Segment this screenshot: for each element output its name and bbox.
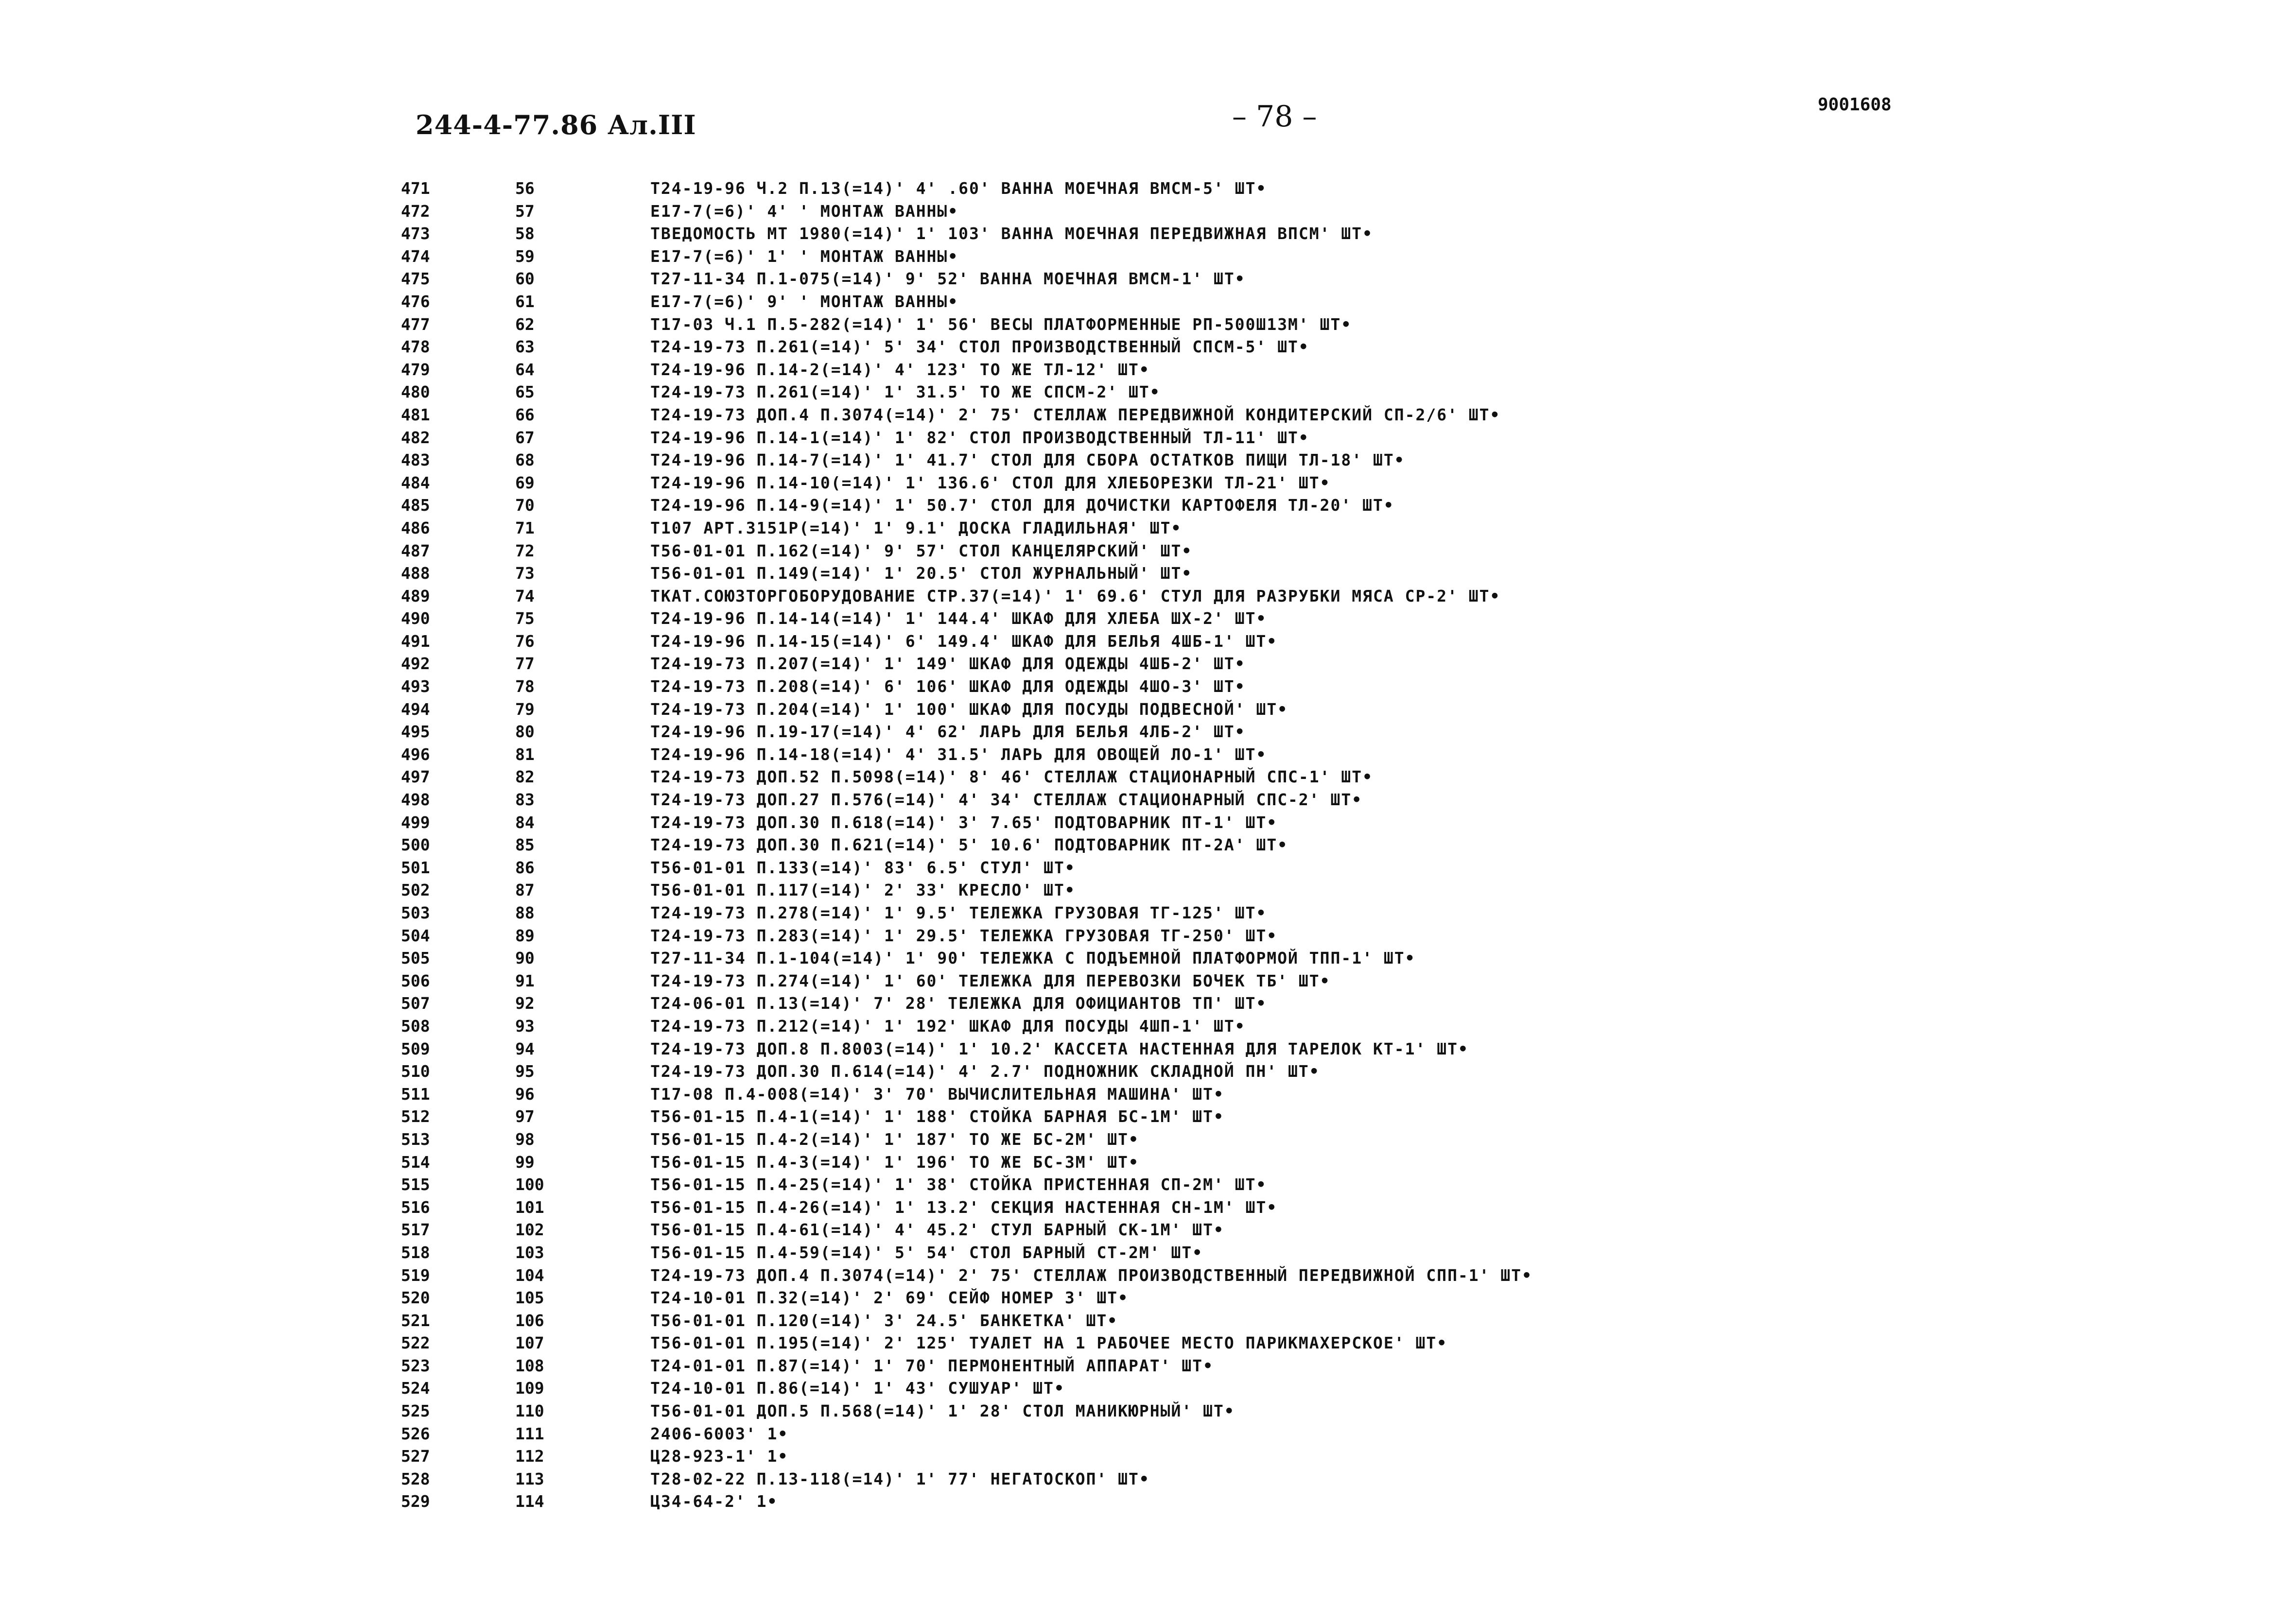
table-row bbox=[0, 1196, 2296, 1219]
table-row bbox=[0, 1287, 2296, 1310]
item-text: Т24-19-73 ДОП.30 П.618(=14)' 3' 7.65' ПОДТОВАРНИК ПТ-1' ШТ• bbox=[650, 812, 1278, 832]
table-row bbox=[0, 630, 2296, 653]
line-number: 485 bbox=[401, 496, 430, 515]
item-text: Т56-01-01 П.117(=14)' 2' 33' КРЕСЛО' ШТ• bbox=[650, 881, 1076, 900]
item-number: 92 bbox=[515, 994, 535, 1013]
item-number: 87 bbox=[515, 881, 535, 900]
item-text: Т24-19-73 П.204(=14)' 1' 100' ШКАФ ДЛЯ ПОСУДЫ ПОДВЕСНОЙ' ШТ• bbox=[650, 699, 1288, 719]
line-number: 507 bbox=[401, 994, 430, 1013]
item-text: Т24-19-96 П.14-10(=14)' 1' 136.6' СТОЛ ДЛЯ ХЛЕБОРЕЗКИ ТЛ-21' ШТ• bbox=[650, 473, 1331, 492]
item-number: 99 bbox=[515, 1152, 535, 1172]
item-text: Т24-19-73 П.278(=14)' 1' 9.5' ТЕЛЕЖКА ГРУЗОВАЯ ТГ-125' ШТ• bbox=[650, 903, 1267, 922]
line-number: 514 bbox=[401, 1152, 430, 1172]
line-number: 481 bbox=[401, 405, 430, 424]
table-row bbox=[0, 562, 2296, 585]
item-number: 80 bbox=[515, 722, 535, 742]
item-number: 66 bbox=[515, 405, 535, 424]
item-text: Т24-19-96 П.19-17(=14)' 4' 62' ЛАРЬ ДЛЯ БЕЛЬЯ 4ЛБ-2' ШТ• bbox=[650, 722, 1246, 742]
table-row bbox=[0, 789, 2296, 812]
table-row bbox=[0, 1400, 2296, 1423]
line-number: 526 bbox=[401, 1424, 430, 1443]
item-number: 105 bbox=[515, 1288, 544, 1308]
item-text: Т24-10-01 П.86(=14)' 1' 43' СУШУАР' ШТ• bbox=[650, 1379, 1065, 1398]
item-number: 90 bbox=[515, 949, 535, 968]
line-number: 508 bbox=[401, 1016, 430, 1036]
item-text: Т24-19-96 Ч.2 П.13(=14)' 4' .60' ВАННА МОЕЧНАЯ ВМСМ-5' ШТ• bbox=[650, 179, 1267, 198]
item-number: 57 bbox=[515, 201, 535, 221]
item-text: Т24-19-73 ДОП.8 П.8003(=14)' 1' 10.2' КАССЕТА НАСТЕННАЯ ДЛЯ ТАРЕЛОК КТ-1' ШТ• bbox=[650, 1039, 1469, 1058]
item-text: Т24-19-73 П.261(=14)' 5' 34' СТОЛ ПРОИЗВОДСТВЕННЫЙ СПСМ-5' ШТ• bbox=[650, 337, 1309, 357]
table-row bbox=[0, 766, 2296, 789]
item-text: Т24-19-96 П.14-7(=14)' 1' 41.7' СТОЛ ДЛЯ СБОРА ОСТАТКОВ ПИЩИ ТЛ-18' ШТ• bbox=[650, 450, 1405, 470]
item-number: 62 bbox=[515, 314, 535, 334]
item-number: 109 bbox=[515, 1379, 544, 1398]
line-number: 489 bbox=[401, 586, 430, 605]
item-text: Т24-10-01 П.32(=14)' 2' 69' СЕЙФ НОМЕР 3' ШТ• bbox=[650, 1288, 1129, 1308]
item-number: 114 bbox=[515, 1492, 544, 1511]
line-number: 494 bbox=[401, 699, 430, 719]
table-row bbox=[0, 200, 2296, 223]
table-row bbox=[0, 381, 2296, 404]
line-number: 520 bbox=[401, 1288, 430, 1308]
item-text: Т56-01-15 П.4-3(=14)' 1' 196' ТО ЖЕ БС-3М' ШТ• bbox=[650, 1152, 1139, 1172]
item-number: 98 bbox=[515, 1129, 535, 1149]
line-number: 513 bbox=[401, 1129, 430, 1149]
table-row bbox=[0, 268, 2296, 291]
table-row bbox=[0, 992, 2296, 1015]
table-row bbox=[0, 1355, 2296, 1378]
table-row bbox=[0, 427, 2296, 449]
document-code: 244-4-77.86 Ал.III bbox=[416, 109, 696, 140]
item-text: Т24-19-73 П.212(=14)' 1' 192' ШКАФ ДЛЯ ПОСУДЫ 4ШП-1' ШТ• bbox=[650, 1016, 1246, 1036]
table-row bbox=[0, 245, 2296, 268]
item-number: 95 bbox=[515, 1062, 535, 1081]
item-number: 110 bbox=[515, 1401, 544, 1421]
line-number: 471 bbox=[401, 179, 430, 198]
line-number: 476 bbox=[401, 292, 430, 311]
table-row bbox=[0, 1038, 2296, 1061]
item-number: 75 bbox=[515, 609, 535, 628]
item-text: 2406-6003' 1• bbox=[650, 1424, 789, 1443]
line-number: 484 bbox=[401, 473, 430, 492]
item-number: 104 bbox=[515, 1265, 544, 1285]
item-number: 73 bbox=[515, 564, 535, 583]
item-number: 56 bbox=[515, 179, 535, 198]
item-number: 65 bbox=[515, 382, 535, 402]
table-row bbox=[0, 517, 2296, 540]
table-row bbox=[0, 743, 2296, 766]
table-row bbox=[0, 1083, 2296, 1106]
item-number: 74 bbox=[515, 586, 535, 605]
item-text: Е17-7(=6)' 1' ' МОНТАЖ ВАННЫ• bbox=[650, 246, 959, 266]
table-row bbox=[0, 1219, 2296, 1242]
table-row bbox=[0, 879, 2296, 902]
line-number: 502 bbox=[401, 881, 430, 900]
item-number: 112 bbox=[515, 1447, 544, 1466]
table-row bbox=[0, 1332, 2296, 1355]
item-number: 111 bbox=[515, 1424, 544, 1443]
item-number: 61 bbox=[515, 292, 535, 311]
table-row bbox=[0, 404, 2296, 427]
line-number: 519 bbox=[401, 1265, 430, 1285]
line-number: 517 bbox=[401, 1220, 430, 1240]
item-text: Т17-03 Ч.1 П.5-282(=14)' 1' 56' ВЕСЫ ПЛАТФОРМЕННЫЕ РП-500Ш13М' ШТ• bbox=[650, 314, 1352, 334]
item-text: Т17-08 П.4-008(=14)' 3' 70' ВЫЧИСЛИТЕЛЬНАЯ МАШИНА' ШТ• bbox=[650, 1084, 1224, 1104]
item-text: Т24-19-73 ДОП.30 П.621(=14)' 5' 10.6' ПОДТОВАРНИК ПТ-2А' ШТ• bbox=[650, 835, 1288, 855]
item-text: Т24-06-01 П.13(=14)' 7' 28' ТЕЛЕЖКА ДЛЯ ОФИЦИАНТОВ ТП' ШТ• bbox=[650, 994, 1267, 1013]
item-text: Т28-02-22 П.13-118(=14)' 1' 77' НЕГАТОСКОП' ШТ• bbox=[650, 1469, 1150, 1488]
item-number: 100 bbox=[515, 1175, 544, 1194]
item-number: 63 bbox=[515, 337, 535, 357]
line-number: 522 bbox=[401, 1333, 430, 1353]
line-number: 527 bbox=[401, 1447, 430, 1466]
item-number: 96 bbox=[515, 1084, 535, 1104]
item-number: 64 bbox=[515, 360, 535, 379]
item-text: Т24-19-96 П.14-18(=14)' 4' 31.5' ЛАРЬ ДЛЯ ОВОЩЕЙ ЛО-1' ШТ• bbox=[650, 744, 1267, 764]
item-number: 68 bbox=[515, 450, 535, 470]
item-text: Т24-19-96 П.14-14(=14)' 1' 144.4' ШКАФ ДЛЯ ХЛЕБА ШХ-2' ШТ• bbox=[650, 609, 1267, 628]
page-number: – 78 – bbox=[1232, 100, 1317, 134]
line-number: 512 bbox=[401, 1107, 430, 1126]
table-row bbox=[0, 472, 2296, 495]
line-number: 510 bbox=[401, 1062, 430, 1081]
table-row bbox=[0, 925, 2296, 948]
item-text: Т24-19-73 ДОП.4 П.3074(=14)' 2' 75' СТЕЛЛАЖ ПЕРЕДВИЖНОЙ КОНДИТЕРСКИЙ СП-2/6' ШТ• bbox=[650, 405, 1501, 424]
item-text: ТКАТ.СОЮЗТОРГОБОРУДОВАНИЕ СТР.37(=14)' 1' 69.6' СТУЛ ДЛЯ РАЗРУБКИ МЯСА СР-2' ШТ• bbox=[650, 586, 1501, 605]
table-row bbox=[0, 947, 2296, 970]
table-row bbox=[0, 812, 2296, 834]
table-row bbox=[0, 902, 2296, 925]
item-number: 106 bbox=[515, 1311, 544, 1330]
table-row bbox=[0, 336, 2296, 359]
item-text: Т56-01-01 П.162(=14)' 9' 57' СТОЛ КАНЦЕЛЯРСКИЙ' ШТ• bbox=[650, 541, 1193, 560]
line-number: 490 bbox=[401, 609, 430, 628]
item-text: Т56-01-15 П.4-25(=14)' 1' 38' СТОЙКА ПРИСТЕННАЯ СП-2М' ШТ• bbox=[650, 1175, 1267, 1194]
line-number: 523 bbox=[401, 1356, 430, 1375]
item-number: 103 bbox=[515, 1243, 544, 1262]
item-text: Т56-01-15 П.4-59(=14)' 5' 54' СТОЛ БАРНЫЙ СТ-2М' ШТ• bbox=[650, 1243, 1203, 1262]
item-text: Т56-01-15 П.4-26(=14)' 1' 13.2' СЕКЦИЯ НАСТЕННАЯ СН-1М' ШТ• bbox=[650, 1197, 1278, 1217]
table-row bbox=[0, 1377, 2296, 1400]
item-number: 59 bbox=[515, 246, 535, 266]
item-number: 83 bbox=[515, 790, 535, 810]
item-number: 97 bbox=[515, 1107, 535, 1126]
table-row bbox=[0, 494, 2296, 517]
table-row bbox=[0, 359, 2296, 381]
table-row bbox=[0, 675, 2296, 698]
item-number: 81 bbox=[515, 744, 535, 764]
line-number: 475 bbox=[401, 269, 430, 289]
item-text: Т27-11-34 П.1-075(=14)' 9' 52' ВАННА МОЕЧНАЯ ВМСМ-1' ШТ• bbox=[650, 269, 1246, 289]
item-text: Т24-19-73 ДОП.52 П.5098(=14)' 8' 46' СТЕЛЛАЖ СТАЦИОНАРНЫЙ СПС-1' ШТ• bbox=[650, 767, 1374, 787]
item-number: 107 bbox=[515, 1333, 544, 1353]
item-text: Т24-19-73 П.283(=14)' 1' 29.5' ТЕЛЕЖКА ГРУЗОВАЯ ТГ-250' ШТ• bbox=[650, 926, 1278, 945]
line-number: 497 bbox=[401, 767, 430, 787]
line-number: 486 bbox=[401, 518, 430, 537]
line-number: 492 bbox=[401, 654, 430, 674]
item-text: Т27-11-34 П.1-104(=14)' 1' 90' ТЕЛЕЖКА С ПОДЪЕМНОЙ ПЛАТФОРМОЙ ТПП-1' ШТ• bbox=[650, 949, 1416, 968]
item-number: 113 bbox=[515, 1469, 544, 1488]
item-text: Т24-19-96 П.14-1(=14)' 1' 82' СТОЛ ПРОИЗВОДСТВЕННЫЙ ТЛ-11' ШТ• bbox=[650, 428, 1309, 447]
item-text: Е17-7(=6)' 9' ' МОНТАЖ ВАННЫ• bbox=[650, 292, 959, 311]
item-text: Т56-01-15 П.4-1(=14)' 1' 188' СТОЙКА БАРНАЯ БС-1М' ШТ• bbox=[650, 1107, 1224, 1126]
table-row bbox=[0, 540, 2296, 563]
item-text: Т56-01-01 П.195(=14)' 2' 125' ТУАЛЕТ НА 1 РАБОЧЕЕ МЕСТО ПАРИКМАХЕРСКОЕ' ШТ• bbox=[650, 1333, 1448, 1353]
line-number: 505 bbox=[401, 949, 430, 968]
item-text: Т24-19-73 ДОП.27 П.576(=14)' 4' 34' СТЕЛЛАЖ СТАЦИОНАРНЫЙ СПС-2' ШТ• bbox=[650, 790, 1363, 810]
line-number: 474 bbox=[401, 246, 430, 266]
item-text: Т24-19-73 П.207(=14)' 1' 149' ШКАФ ДЛЯ ОДЕЖДЫ 4ШБ-2' ШТ• bbox=[650, 654, 1246, 674]
table-row bbox=[0, 1264, 2296, 1287]
line-number: 472 bbox=[401, 201, 430, 221]
item-text: Ц34-64-2' 1• bbox=[650, 1492, 778, 1511]
line-number: 499 bbox=[401, 812, 430, 832]
item-number: 69 bbox=[515, 473, 535, 492]
item-number: 108 bbox=[515, 1356, 544, 1375]
line-number: 491 bbox=[401, 631, 430, 651]
table-row bbox=[0, 449, 2296, 472]
item-number: 77 bbox=[515, 654, 535, 674]
table-row bbox=[0, 1060, 2296, 1083]
table-row bbox=[0, 177, 2296, 200]
item-text: Т56-01-15 П.4-2(=14)' 1' 187' ТО ЖЕ БС-2М' ШТ• bbox=[650, 1129, 1139, 1149]
line-number: 518 bbox=[401, 1243, 430, 1262]
serial-number: 9001608 bbox=[1818, 95, 1892, 115]
item-text: ТВЕДОМОСТЬ МТ 1980(=14)' 1' 103' ВАННА МОЕЧНАЯ ПЕРЕДВИЖНАЯ ВПСМ' ШТ• bbox=[650, 224, 1374, 243]
table-row bbox=[0, 1310, 2296, 1332]
line-number: 524 bbox=[401, 1379, 430, 1398]
line-number: 495 bbox=[401, 722, 430, 742]
item-text: Т24-19-96 П.14-15(=14)' 6' 149.4' ШКАФ ДЛЯ БЕЛЬЯ 4ШБ-1' ШТ• bbox=[650, 631, 1278, 651]
line-number: 477 bbox=[401, 314, 430, 334]
table-row bbox=[0, 223, 2296, 245]
table-row bbox=[0, 970, 2296, 993]
item-text: Т56-01-01 П.133(=14)' 83' 6.5' СТУЛ' ШТ• bbox=[650, 858, 1076, 877]
table-row bbox=[0, 721, 2296, 743]
item-text: Т56-01-01 П.149(=14)' 1' 20.5' СТОЛ ЖУРНАЛЬНЫЙ' ШТ• bbox=[650, 564, 1193, 583]
line-number: 506 bbox=[401, 971, 430, 990]
item-number: 79 bbox=[515, 699, 535, 719]
line-number: 516 bbox=[401, 1197, 430, 1217]
line-number: 480 bbox=[401, 382, 430, 402]
table-row bbox=[0, 698, 2296, 721]
item-number: 78 bbox=[515, 677, 535, 696]
item-text: Т24-19-73 П.274(=14)' 1' 60' ТЕЛЕЖКА ДЛЯ ПЕРЕВОЗКИ БОЧЕК ТБ' ШТ• bbox=[650, 971, 1331, 990]
item-number: 86 bbox=[515, 858, 535, 877]
line-number: 525 bbox=[401, 1401, 430, 1421]
item-number: 89 bbox=[515, 926, 535, 945]
table-row bbox=[0, 585, 2296, 608]
item-text: Т24-19-73 ДОП.30 П.614(=14)' 4' 2.7' ПОДНОЖНИК СКЛАДНОЙ ПН' ШТ• bbox=[650, 1062, 1320, 1081]
line-number: 500 bbox=[401, 835, 430, 855]
item-number: 85 bbox=[515, 835, 535, 855]
table-row bbox=[0, 1445, 2296, 1468]
line-number: 504 bbox=[401, 926, 430, 945]
line-number: 498 bbox=[401, 790, 430, 810]
table-row bbox=[0, 313, 2296, 336]
table-row bbox=[0, 653, 2296, 675]
item-text: Т24-19-73 П.261(=14)' 1' 31.5' ТО ЖЕ СПСМ-2' ШТ• bbox=[650, 382, 1161, 402]
item-number: 88 bbox=[515, 903, 535, 922]
item-number: 76 bbox=[515, 631, 535, 651]
table-row bbox=[0, 607, 2296, 630]
item-text: Т24-19-96 П.14-2(=14)' 4' 123' ТО ЖЕ ТЛ-12' ШТ• bbox=[650, 360, 1150, 379]
table-row bbox=[0, 1128, 2296, 1151]
item-number: 91 bbox=[515, 971, 535, 990]
line-number: 493 bbox=[401, 677, 430, 696]
line-number: 515 bbox=[401, 1175, 430, 1194]
line-number: 482 bbox=[401, 428, 430, 447]
table-row bbox=[0, 1106, 2296, 1128]
item-number: 67 bbox=[515, 428, 535, 447]
item-text: Е17-7(=6)' 4' ' МОНТАЖ ВАННЫ• bbox=[650, 201, 959, 221]
table-row bbox=[0, 857, 2296, 880]
table-row bbox=[0, 291, 2296, 313]
line-number: 483 bbox=[401, 450, 430, 470]
item-number: 101 bbox=[515, 1197, 544, 1217]
item-number: 72 bbox=[515, 541, 535, 560]
item-number: 82 bbox=[515, 767, 535, 787]
line-number: 501 bbox=[401, 858, 430, 877]
item-number: 93 bbox=[515, 1016, 535, 1036]
item-text: Т24-19-73 П.208(=14)' 6' 106' ШКАФ ДЛЯ ОДЕЖДЫ 4ШО-3' ШТ• bbox=[650, 677, 1246, 696]
line-number: 521 bbox=[401, 1311, 430, 1330]
item-number: 58 bbox=[515, 224, 535, 243]
item-number: 70 bbox=[515, 496, 535, 515]
table-row bbox=[0, 834, 2296, 857]
line-number: 479 bbox=[401, 360, 430, 379]
item-number: 60 bbox=[515, 269, 535, 289]
table-row bbox=[0, 1174, 2296, 1196]
item-text: Т107 АРТ.3151Р(=14)' 1' 9.1' ДОСКА ГЛАДИЛЬНАЯ' ШТ• bbox=[650, 518, 1182, 537]
item-number: 102 bbox=[515, 1220, 544, 1240]
line-number: 511 bbox=[401, 1084, 430, 1104]
line-number: 478 bbox=[401, 337, 430, 357]
table-row bbox=[0, 1015, 2296, 1038]
item-text: Т24-19-96 П.14-9(=14)' 1' 50.7' СТОЛ ДЛЯ ДОЧИСТКИ КАРТОФЕЛЯ ТЛ-20' ШТ• bbox=[650, 496, 1394, 515]
line-number: 528 bbox=[401, 1469, 430, 1488]
line-number: 473 bbox=[401, 224, 430, 243]
table-row bbox=[0, 1468, 2296, 1491]
line-number: 488 bbox=[401, 564, 430, 583]
line-number: 529 bbox=[401, 1492, 430, 1511]
line-number: 503 bbox=[401, 903, 430, 922]
item-text: Т56-01-01 ДОП.5 П.568(=14)' 1' 28' СТОЛ МАНИКЮРНЫЙ' ШТ• bbox=[650, 1401, 1235, 1421]
table-row bbox=[0, 1423, 2296, 1446]
item-text: Т56-01-01 П.120(=14)' 3' 24.5' БАНКЕТКА' ШТ• bbox=[650, 1311, 1118, 1330]
item-text: Т24-01-01 П.87(=14)' 1' 70' ПЕРМОНЕНТНЫЙ АППАРАТ' ШТ• bbox=[650, 1356, 1214, 1375]
table-row bbox=[0, 1151, 2296, 1174]
line-number: 487 bbox=[401, 541, 430, 560]
item-number: 84 bbox=[515, 812, 535, 832]
table-row bbox=[0, 1242, 2296, 1264]
item-text: Т56-01-15 П.4-61(=14)' 4' 45.2' СТУЛ БАРНЫЙ СК-1М' ШТ• bbox=[650, 1220, 1224, 1240]
listing-table bbox=[0, 177, 2296, 1513]
item-text: Ц28-923-1' 1• bbox=[650, 1447, 789, 1466]
line-number: 496 bbox=[401, 744, 430, 764]
table-row bbox=[0, 1490, 2296, 1513]
item-text: Т24-19-73 ДОП.4 П.3074(=14)' 2' 75' СТЕЛЛАЖ ПРОИЗВОДСТВЕННЫЙ ПЕРЕДВИЖНОЙ СПП-1' ШТ• bbox=[650, 1265, 1533, 1285]
item-number: 71 bbox=[515, 518, 535, 537]
line-number: 509 bbox=[401, 1039, 430, 1058]
item-number: 94 bbox=[515, 1039, 535, 1058]
